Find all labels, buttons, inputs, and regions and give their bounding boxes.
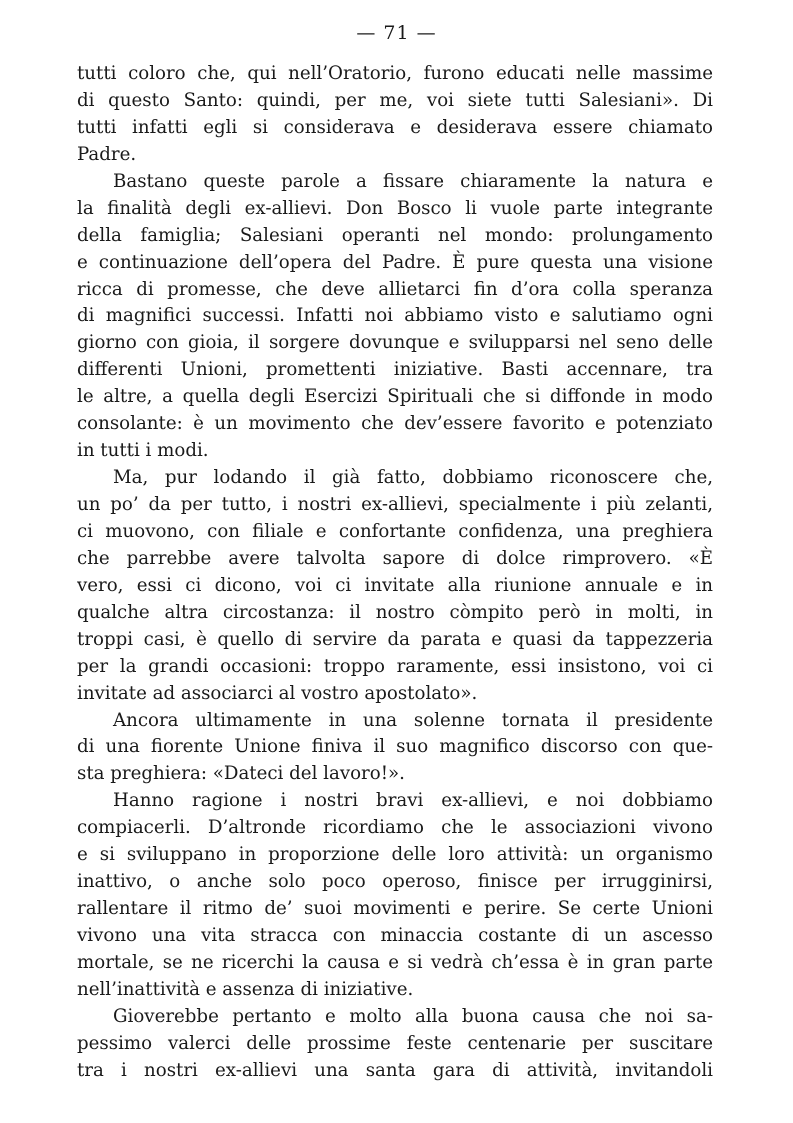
text-line: mortale, se ne ricerchi la causa e si vedrà ch’essa è in gran parte [77, 951, 713, 973]
text-line: qualche altra circostanza: il nostro còmpito però in molti, in [77, 601, 713, 623]
text-line: differenti Unioni, promettenti iniziative. Basti accennare, tra [77, 359, 713, 381]
text-line: in tutti i modi. [77, 440, 209, 462]
text-line: che parrebbe avere talvolta sapore di dolce rimprovero. «È [77, 547, 713, 569]
text-line: e si sviluppano in proporzione delle loro attività: un organismo [77, 844, 713, 866]
text-line: Ma, pur lodando il già fatto, dobbiamo riconoscere che, [113, 467, 713, 489]
text-line: di una fiorente Unione finiva il suo magnifico discorso con que- [77, 736, 713, 758]
text-line: Gioverebbe pertanto e molto alla buona causa che noi sa- [113, 1005, 713, 1027]
text-line: vivono una vita stracca con minaccia costante di un ascesso [77, 925, 713, 946]
text-line: Bastano queste parole a fissare chiaramente la natura e [113, 170, 713, 192]
text-line: per la grandi occasioni: troppo raramente, essi insistono, voi ci [77, 655, 713, 677]
text-line: nell’inattività e assenza di iniziative. [77, 978, 414, 1000]
text-line: consolante: è un movimento che dev’essere favorito e potenziato [77, 413, 713, 435]
text-line: della famiglia; Salesiani operanti nel mondo: prolungamento [77, 224, 713, 246]
text-line: troppi casi, è quello di servire da parata e quasi da tappezzeria [77, 628, 713, 650]
text-line: di magnifici successi. Infatti noi abbiamo visto e salutiamo ogni [77, 305, 713, 327]
text-line: vero, essi ci dicono, voi ci invitate alla riunione annuale e in [77, 574, 713, 596]
text-line: ricca di promesse, che deve allietarci fin d’ora colla speranza [77, 278, 713, 300]
body-text [77, 61, 713, 1085]
text-line: Hanno ragione i nostri bravi ex-allievi, e noi dobbiamo [113, 790, 713, 812]
text-line: inattivo, o anche solo poco operoso, finisce per irrugginirsi, [77, 871, 713, 893]
text-line: e continuazione dell’opera del Padre. È pure questa una visione [77, 251, 713, 273]
text-line: giorno con gioia, il sorgere dovunque e svilupparsi nel seno delle [77, 332, 713, 354]
text-line: tra i nostri ex-allievi una santa gara di attività, invitandoli [77, 1059, 713, 1081]
text-line: invitate ad associarci al vostro apostolato». [77, 682, 478, 704]
text-line: le altre, a quella degli Esercizi Spirituali che si diffonde in modo [77, 386, 713, 408]
text-line: un po’ da per tutto, i nostri ex-allievi, specialmente i più zelanti, [77, 494, 713, 515]
text-line: di questo Santo: quindi, per me, voi siete tutti Salesiani». Di [77, 89, 713, 111]
text-line: sta preghiera: «Dateci del lavoro!». [77, 763, 405, 785]
text-line: ci muovono, con filiale e confortante confidenza, una preghiera [77, 520, 713, 542]
text-line: compiacerli. D’altronde ricordiamo che le associazioni vivono [77, 817, 713, 839]
text-line: tutti infatti egli si considerava e desiderava essere chiamato [77, 116, 713, 138]
text-line: Padre. [77, 143, 137, 165]
page-number: — 71 — [356, 22, 437, 44]
text-line: tutti coloro che, qui nell’Oratorio, furono educati nelle massime [77, 63, 713, 84]
text-line: Ancora ultimamente in una solenne tornata il presidente [113, 709, 713, 731]
text-line: la finalità degli ex-allievi. Don Bosco li vuole parte integrante [77, 197, 713, 219]
text-line: rallentare il ritmo de’ suoi movimenti e perire. Se certe Unioni [77, 898, 713, 920]
text-line: pessimo valerci delle prossime feste centenarie per suscitare [77, 1032, 713, 1054]
